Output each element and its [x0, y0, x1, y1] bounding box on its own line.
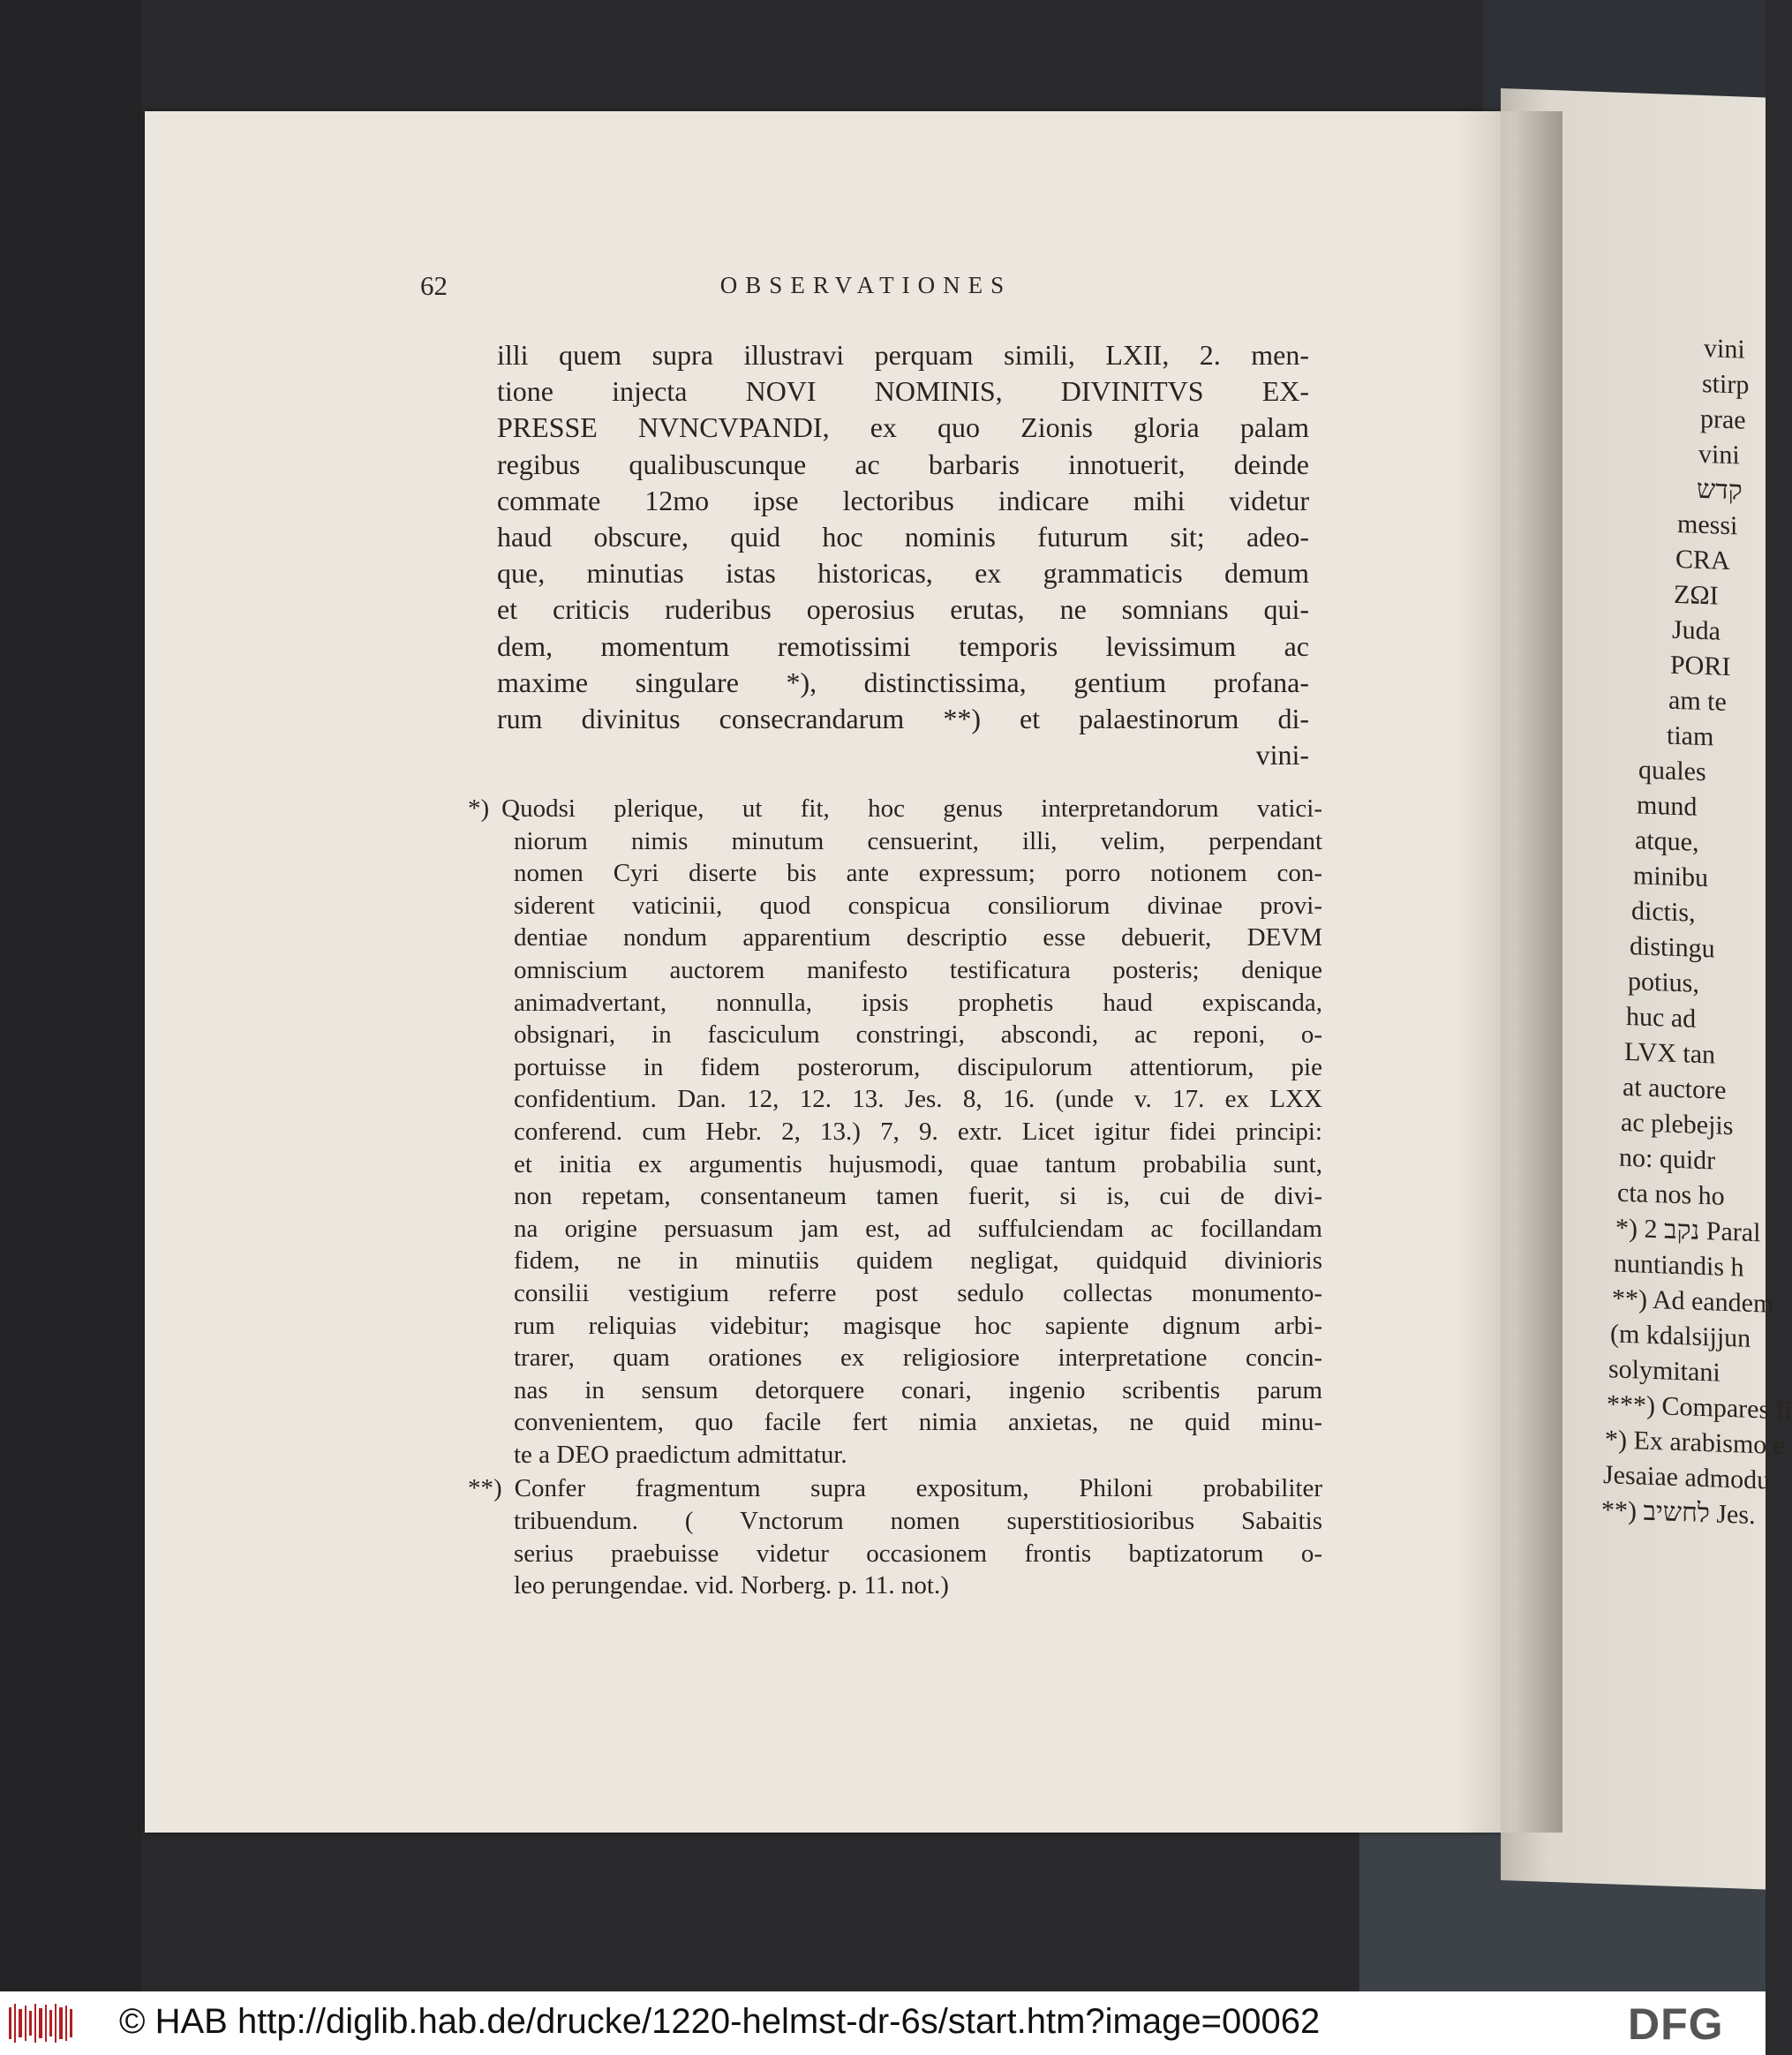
footnote-line: rum reliquias videbitur; magisque hoc sapiente dignum arbi-: [514, 1311, 1322, 1340]
facing-page-fragment: huc ad: [1626, 1001, 1697, 1034]
facing-page-fragment: solymitani: [1608, 1354, 1720, 1388]
running-head: [420, 270, 1312, 305]
facing-page-fragment: tiam: [1667, 720, 1714, 752]
footnote-line: convenientem, quo facile fert nimia anxietas, ne quid minu-: [514, 1408, 1322, 1437]
footnote-line: consilii vestigium referre post sedulo collectas monumento-: [514, 1278, 1322, 1307]
footnote-line: serius praebuisse videtur occasionem frontis baptizatorum o-: [514, 1539, 1322, 1568]
facing-page-fragment: distingu: [1630, 931, 1715, 964]
body-line: regibus qualibuscunque ac barbaris innotuerit, deinde: [497, 448, 1309, 480]
body-line: maxime singulare *), distinctissima, gentium profana-: [497, 666, 1309, 698]
facing-page-fragment: **) Ad eandem: [1612, 1283, 1774, 1319]
facing-page-fragment: vini: [1698, 439, 1740, 470]
book-gutter: [1457, 111, 1562, 1833]
facing-page-fragment: at auctore: [1623, 1072, 1727, 1105]
body-line: PRESSE NVNCVPANDI, ex quo Zionis gloria palam: [497, 411, 1309, 444]
body-line: dem, momentum remotissimi temporis levissimum ac: [497, 629, 1309, 662]
footnote-line: non repetam, consentaneum tamen fuerit, si is, cui de divi-: [514, 1182, 1322, 1211]
footnote-line: trarer, quam orationes ex religiosiore interpretatione concin-: [514, 1344, 1322, 1373]
footnote-line: siderent vaticinii, quod conspicua consiliorum divinae provi-: [514, 891, 1322, 920]
footnote-line: nas in sensum detorquere conari, ingenio scribentis parum: [514, 1375, 1322, 1404]
footnote-text: Quodsi plerique, ut fit, hoc genus interpretandorum vatici-: [501, 794, 1322, 823]
footnote-line: te a DEO praedictum admittatur.: [514, 1440, 847, 1469]
footnotes: [468, 793, 1322, 1602]
facing-page-fragment: LVX tan: [1624, 1036, 1716, 1070]
facing-page-fragment: *) Ex arabismo e: [1605, 1425, 1786, 1461]
footnote-text: Confer fragmentum supra expositum, Philoni probabiliter: [514, 1474, 1322, 1503]
footnote-line: nomen Cyri diserte bis ante expressum; porro notionem con-: [514, 859, 1322, 888]
footnote: [468, 1472, 1322, 1601]
facing-page-fragment: stirp: [1702, 368, 1750, 400]
facing-page-fragment: ΖΩΙ: [1674, 579, 1719, 611]
footnote-line: niorum nimis minutum censuerint, illi, velim, perpendant: [514, 826, 1322, 855]
footnote-marker: *): [468, 794, 490, 823]
footnote-line: fidem, ne in minutiis quidem negligat, quidquid divinioris: [514, 1246, 1322, 1276]
footnote-line: na origine persuasum jam est, ad suffulciendam ac focillandam: [514, 1214, 1322, 1243]
facing-page-fragment: ac plebejis: [1621, 1107, 1734, 1141]
facing-page-fragment: atque,: [1635, 825, 1699, 857]
facing-page-fragment: (m kdalsijjun: [1610, 1319, 1751, 1353]
footer-attribution-link[interactable]: © HAB http://diglib.hab.de/drucke/1220-helmst-dr-6s/start.htm?image=00062: [119, 2002, 1321, 2041]
facing-page-fragment: am te: [1668, 685, 1727, 717]
facing-page-fragment: Juda: [1672, 614, 1720, 646]
barcode-icon: [9, 2004, 72, 2043]
facing-page-fragment: Jesaiae admodu: [1603, 1460, 1771, 1495]
facing-page-fragment: minibu: [1633, 861, 1709, 893]
footnote-line: conferend. cum Hebr. 2, 13.) 7, 9. extr. Licet igitur fidei principi:: [514, 1117, 1322, 1146]
facing-page-fragment: messi: [1677, 508, 1738, 541]
footnote-line: portuisse in fidem posterorum, discipulorum attentiorum, pie: [514, 1052, 1322, 1081]
facing-page-fragment: nuntiandis h: [1614, 1248, 1744, 1283]
footnote-line: et initia ex argumentis hujusmodi, quae tantum probabilia sunt,: [514, 1149, 1322, 1178]
facing-page-fragment: potius,: [1628, 967, 1699, 998]
viewer-footer: [0, 1991, 1766, 2055]
facing-page-fragment: no: quidr: [1619, 1142, 1716, 1176]
facing-page-fragment: cta nos ho: [1617, 1178, 1725, 1211]
facing-page-fragment: quales: [1638, 755, 1706, 787]
body-line: vini-: [1255, 739, 1309, 772]
footnote-marker: **): [468, 1474, 502, 1503]
footnote-line: [468, 1472, 1322, 1505]
body-text: [497, 337, 1309, 773]
body-line: haud obscure, quid hoc nominis futurum sit; adeo-: [497, 520, 1309, 553]
facing-page-fragment: *) נקב 2 Paral: [1615, 1213, 1761, 1248]
page-number: 62: [420, 270, 448, 301]
footnote-line: obsignari, in fasciculum constringi, abscondi, ac reponi, o-: [514, 1020, 1322, 1050]
footnote: [468, 793, 1322, 1471]
facing-page-fragment: CRA: [1675, 544, 1730, 576]
facing-page-fragment: **) לחשיב Jes.: [1601, 1494, 1756, 1531]
body-line: et criticis ruderibus operosius erutas, ne somnians qui-: [497, 593, 1309, 626]
footnote-line: animadvertant, nonnulla, ipsis prophetis haud expiscanda,: [514, 988, 1322, 1017]
body-line: tione injecta NOVI NOMINIS, DIVINITVS EX-: [497, 375, 1309, 408]
footnote-line: omniscium auctorem manifesto testificatura posteris; denique: [514, 955, 1322, 984]
facing-page-fragment: קדש: [1697, 474, 1743, 506]
footnote-line: leo perungendae. vid. Norberg. p. 11. not.): [514, 1571, 949, 1600]
body-line: que, minutias istas historicas, ex grammaticis demum: [497, 557, 1309, 590]
running-head-title: OBSERVATIONES: [719, 272, 1013, 298]
footnote-line: [468, 793, 1322, 825]
scan-backdrop-left: [0, 0, 141, 1991]
body-line: commate 12mo ipse lectoribus indicare mihi videtur: [497, 484, 1309, 516]
footnote-line: confidentium. Dan. 12, 12. 13. Jes. 8, 16. (unde v. 17. ex LXX: [514, 1085, 1322, 1114]
facing-page-fragment: mund: [1637, 790, 1698, 822]
facing-page-fragment: ***) Compares fi: [1607, 1389, 1792, 1426]
body-line: illi quem supra illustravi perquam simili, LXII, 2. men-: [497, 339, 1309, 371]
footnote-line: tribuendum. ( Vnctorum nomen superstitiosioribus Sabaitis: [514, 1507, 1322, 1536]
facing-page-fragment: prae: [1700, 403, 1746, 435]
facing-page-fragment: vini: [1704, 334, 1745, 365]
facing-page-fragment: PORI: [1670, 650, 1731, 682]
footnote-line: dentiae nondum apparentium descriptio esse debuerit, DEVM: [514, 923, 1322, 952]
facing-page-fragment: dictis,: [1631, 896, 1696, 928]
dfg-logo: DFG: [1628, 1999, 1724, 2049]
body-line: rum divinitus consecrandarum **) et palaestinorum di-: [497, 702, 1309, 734]
